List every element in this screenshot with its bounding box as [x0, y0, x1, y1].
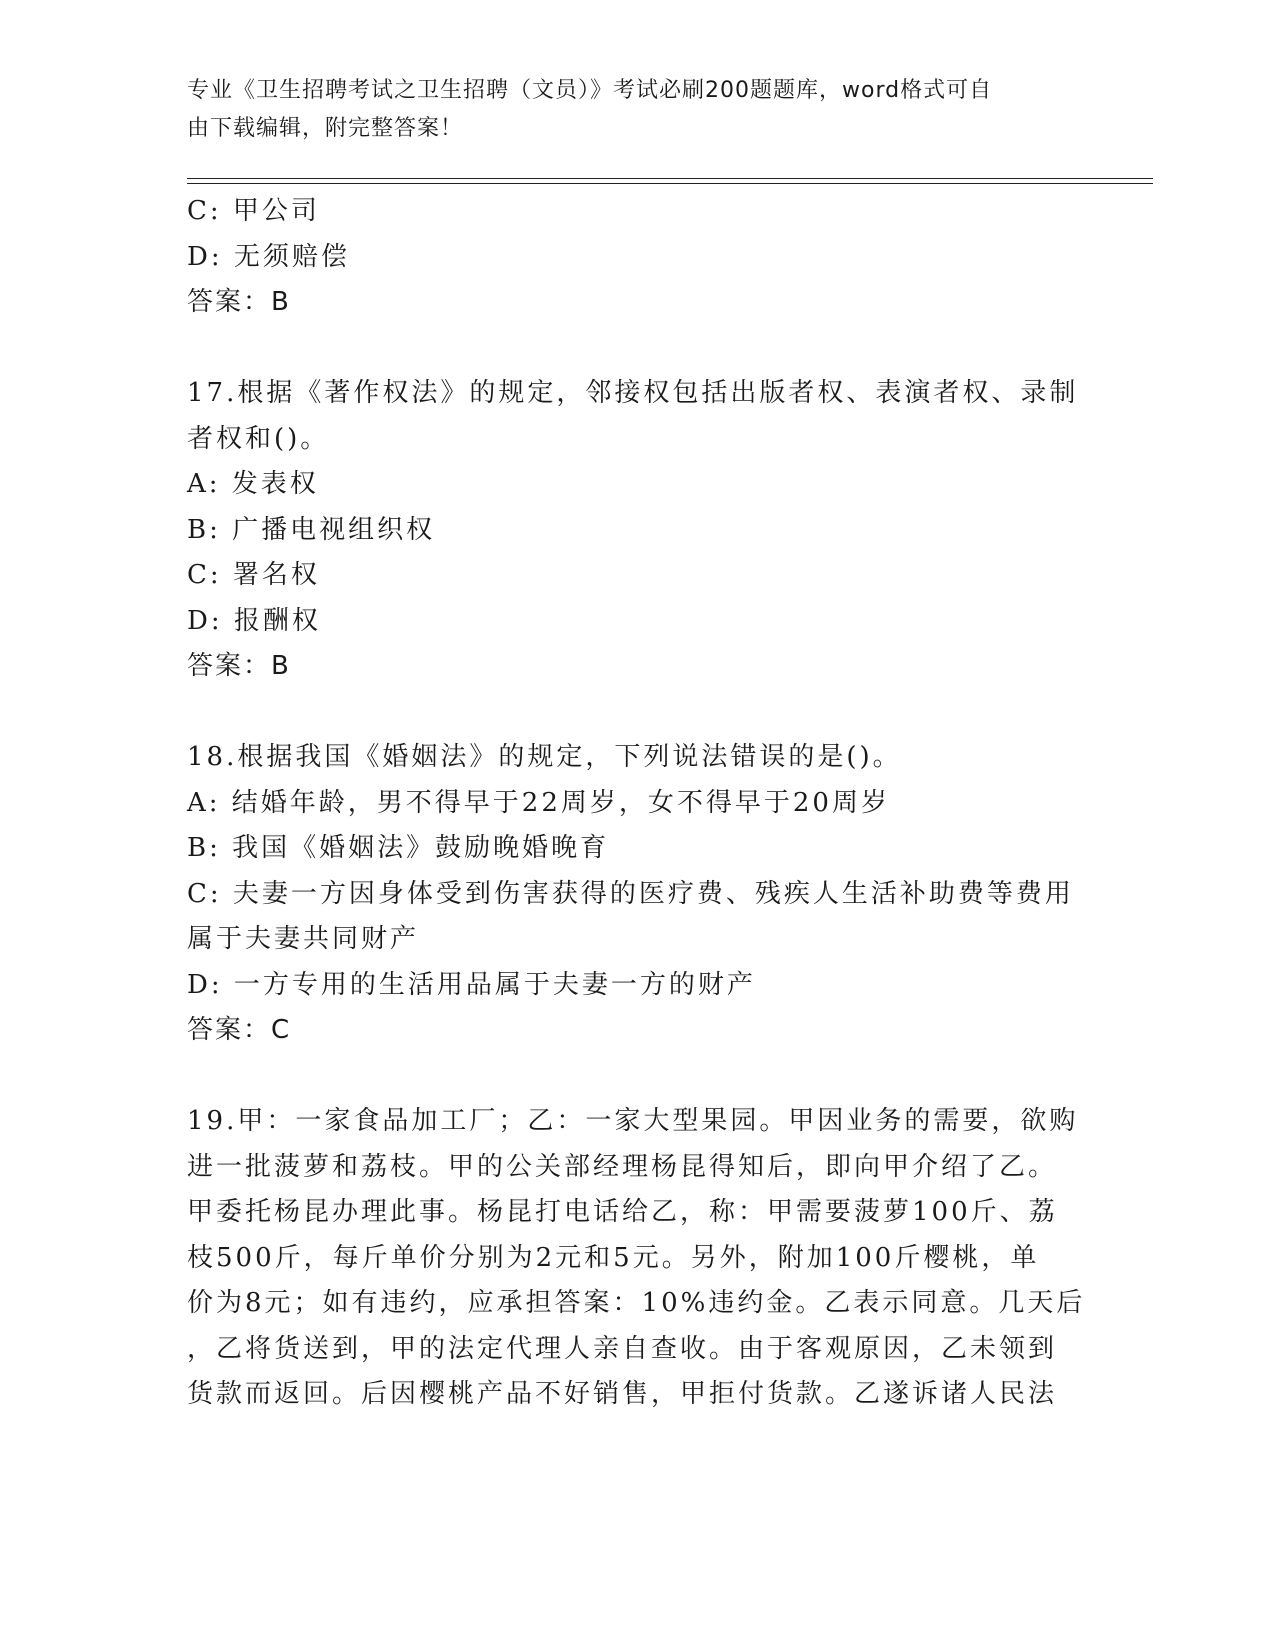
- answer: 答案：B: [187, 651, 291, 681]
- option-c-continued: 属于夫妻共同财产: [187, 924, 420, 954]
- question-stem: 甲委托杨昆办理此事。杨昆打电话给乙，称：甲需要菠萝100斤、荔: [187, 1197, 1058, 1227]
- header-divider-top: [187, 178, 1153, 179]
- document-body: [187, 189, 1087, 1418]
- question-stem: 者权和()。: [187, 423, 330, 454]
- question-17: [187, 371, 1087, 690]
- option-c: C: 甲公司: [187, 196, 320, 226]
- spacer: [187, 326, 1087, 372]
- question-18: [187, 735, 1087, 1054]
- question-stem: 17.根据《著作权法》的规定，邻接权包括出版者权、表演者权、录制: [187, 378, 1079, 408]
- option-d: D: 一方专用的生活用品属于夫妻一方的财产: [187, 969, 756, 1000]
- page-header: [187, 72, 1067, 148]
- spacer: [187, 690, 1087, 736]
- option-b: B: 我国《婚姻法》鼓励晚婚晚育: [187, 833, 610, 863]
- question-stem: 19.甲：一家食品加工厂；乙：一家大型果园。甲因业务的需要，欲购: [187, 1106, 1079, 1136]
- header-line-1: 专业《卫生招聘考试之卫生招聘（文员）》考试必刷200题题库，word格式可自: [187, 78, 993, 103]
- question-stem: 价为8元；如有违约，应承担答案：10%违约金。乙表示同意。几天后: [187, 1288, 1086, 1318]
- option-c: C: 夫妻一方因身体受到伤害获得的医疗费、残疾人生活补助费等费用: [187, 878, 1074, 909]
- question-stem: 18.根据我国《婚姻法》的规定，下列说法错误的是()。: [187, 742, 902, 772]
- question-stem: ，乙将货送到，甲的法定代理人亲自查收。由于客观原因，乙未领到: [187, 1333, 1058, 1364]
- question-stem: 货款而返回。后因樱桃产品不好销售，甲拒付货款。乙遂诉诸人民法: [187, 1379, 1058, 1409]
- option-d: D: 无须赔偿: [187, 241, 350, 272]
- option-b: B: 广播电视组织权: [187, 514, 436, 545]
- question-stem: 枝500斤，每斤单价分别为2元和5元。另外，附加100斤樱桃，单: [187, 1242, 1040, 1273]
- answer: 答案：B: [187, 287, 291, 317]
- option-a: A: 发表权: [187, 469, 319, 499]
- question-16: [187, 189, 1087, 326]
- option-d: D: 报酬权: [187, 605, 321, 636]
- header-line-2: 由下载编辑，附完整答案！: [187, 116, 464, 141]
- spacer: [187, 1054, 1087, 1100]
- question-stem: 进一批菠萝和荔枝。甲的公关部经理杨昆得知后，即向甲介绍了乙。: [187, 1151, 1058, 1182]
- question-19: [187, 1099, 1087, 1418]
- option-c: C: 署名权: [187, 560, 320, 590]
- option-a: A: 结婚年龄，男不得早于22周岁，女不得早于20周岁: [187, 787, 890, 818]
- header-divider-bottom: [187, 183, 1153, 184]
- answer: 答案：C: [187, 1015, 292, 1045]
